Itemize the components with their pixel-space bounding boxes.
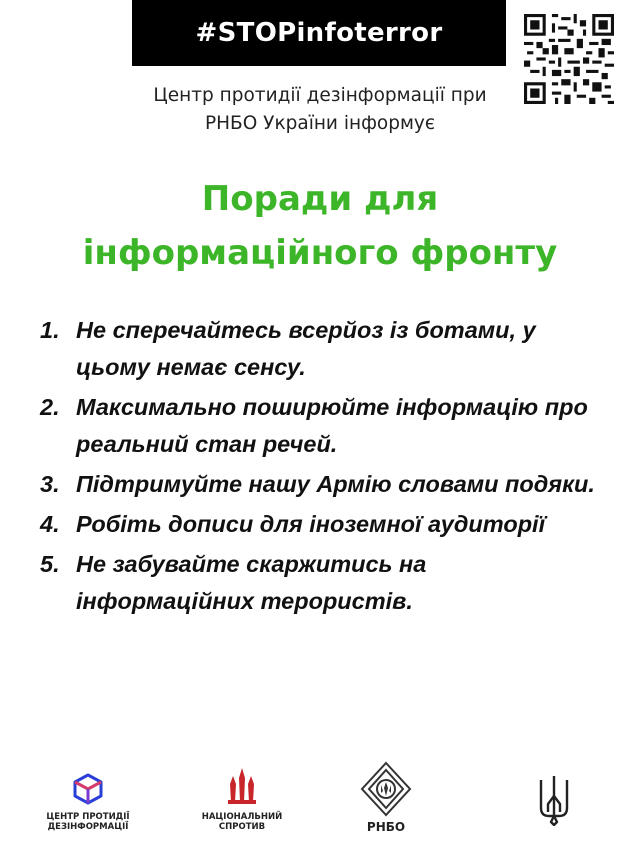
page-title [0, 172, 640, 280]
tips-list [40, 312, 610, 623]
list-item [40, 466, 610, 503]
ns-caption-2: СПРОТИВ [218, 822, 266, 832]
list-item-number: 5. [40, 551, 60, 577]
cpd-logo [38, 772, 138, 832]
list-item-text: Робіть дописи для іноземної аудиторії [76, 511, 546, 537]
list-item-number: 4. [40, 511, 60, 537]
org-line-2: РНБО України інформує [204, 113, 436, 134]
rnbo-emblem [359, 760, 413, 818]
rnbo-logo [356, 760, 416, 834]
list-item-number: 1. [40, 317, 60, 343]
cpd-caption-2: ДЕЗІНФОРМАЦІЇ [47, 822, 129, 832]
trident-icon [537, 774, 571, 826]
list-item-text: Підтримуйте нашу Армію словами подяки. [76, 471, 595, 497]
cpd-cube-logo [71, 772, 105, 806]
list-item-text: Не забувайте скаржитись на інформаційних терористів. [76, 551, 427, 614]
hashtag-text: #STOPinfoterror [195, 18, 443, 48]
cpd-caption-1: ЦЕНТР ПРОТИДІЇ [46, 812, 130, 822]
title-line-1: Поради для [201, 179, 439, 219]
organization-notice [60, 82, 580, 138]
list-item-text: Не сперечайтесь всерйоз із ботами, у цьому немає сенсу. [76, 317, 536, 380]
list-item-number: 3. [40, 471, 60, 497]
list-item [40, 312, 610, 386]
national-resistance-logo [192, 766, 292, 832]
national-resistance-icon [225, 766, 259, 806]
ns-caption-1: НАЦІОНАЛЬНИЙ [201, 812, 283, 822]
title-line-2: інформаційного фронту [82, 233, 558, 273]
footer-logos [0, 760, 640, 850]
list-item-text: Максимально поширюйте інформацію про реальний стан речей. [76, 394, 588, 457]
list-item [40, 506, 610, 543]
trident-logo [534, 774, 574, 826]
list-item [40, 546, 610, 620]
org-line-1: Центр протидії дезінформації при [153, 85, 487, 106]
list-item [40, 389, 610, 463]
hashtag-banner [132, 0, 506, 66]
rnbo-caption: РНБО [366, 820, 406, 834]
list-item-number: 2. [40, 394, 60, 420]
